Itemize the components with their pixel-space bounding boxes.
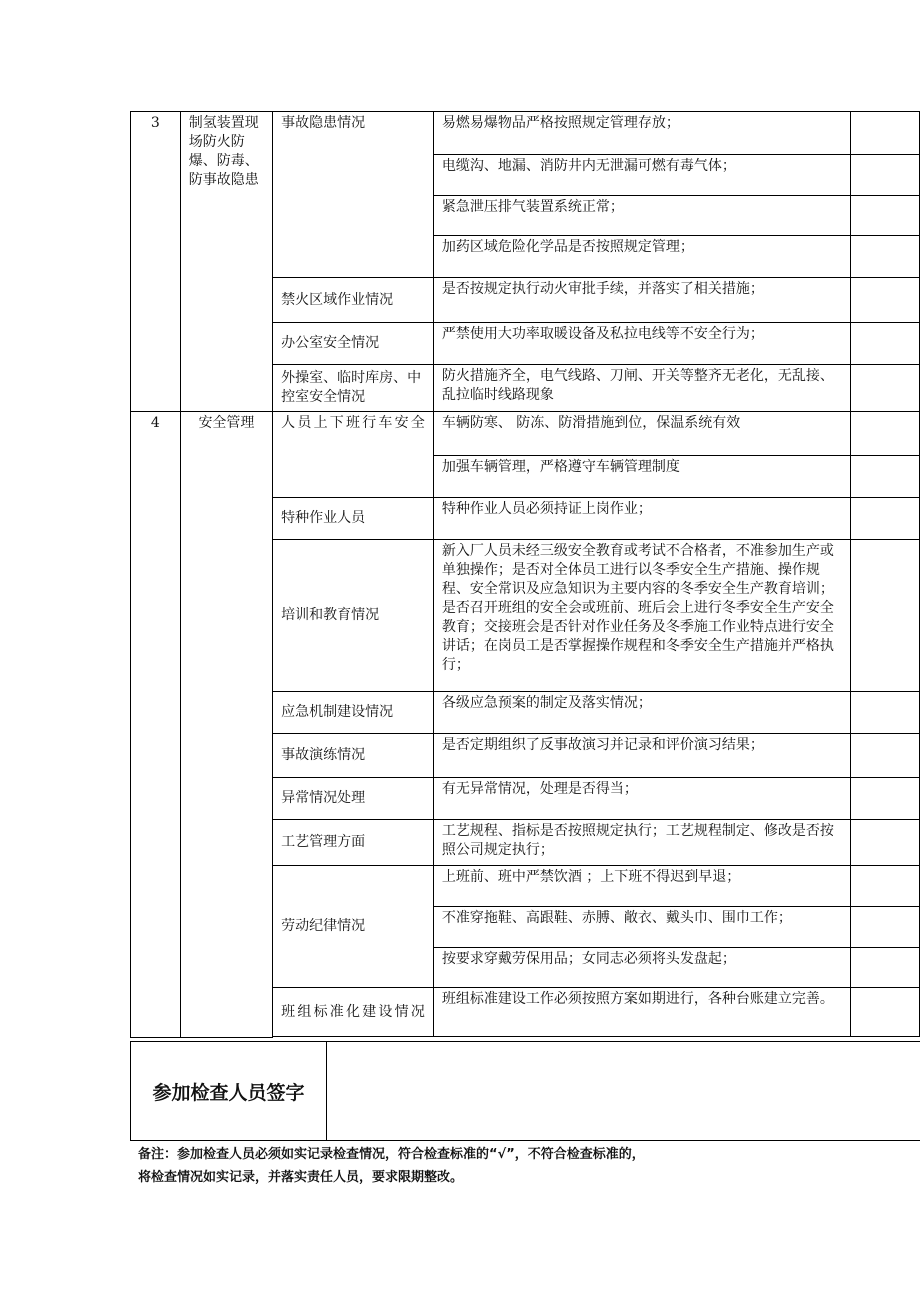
item-name: 培训和教育情况 [273, 540, 434, 692]
result-cell[interactable] [850, 866, 919, 907]
criterion: 工艺规程、指标是否按照规定执行；工艺规程制定、修改是否按照公司规定执行； [433, 820, 850, 866]
criterion: 加强车辆管理，严格遵守车辆管理制度 [433, 456, 850, 498]
result-cell[interactable] [850, 412, 919, 456]
item-name [273, 412, 434, 498]
section-category: 制氢装置现场防火防爆、防毒、防事故隐患 [180, 112, 272, 412]
item-name: 劳动纪律情况 [273, 866, 434, 988]
criterion: 上班前、班中严禁饮酒 ；上下班不得迟到早退； [433, 866, 850, 907]
criterion: 易燃易爆物品严格按照规定管理存放； [433, 112, 850, 155]
criterion: 不准穿拖鞋、高跟鞋、赤膊、敞衣、戴头巾、围巾工作； [433, 907, 850, 948]
table-row [131, 112, 920, 155]
result-cell[interactable] [850, 323, 919, 365]
result-cell[interactable] [850, 778, 919, 820]
result-cell[interactable] [850, 456, 919, 498]
item-name: 禁火区域作业情况 [273, 278, 434, 323]
criterion: 电缆沟、地漏、消防井内无泄漏可燃有毒气体； [433, 155, 850, 196]
result-cell[interactable] [850, 907, 919, 948]
item-name-text: 班组标准化建设情况 [281, 1003, 425, 1020]
footnote [138, 1143, 898, 1189]
result-cell[interactable] [850, 692, 919, 734]
footnote-line: 备注：参加检查人员必须如实记录检查情况，符合检查标准的“√”，不符合检查标准的， [138, 1147, 645, 1162]
criterion: 是否定期组织了反事故演习并记录和评价演习结果； [433, 734, 850, 778]
item-name [273, 988, 434, 1037]
criterion: 各级应急预案的制定及落实情况； [433, 692, 850, 734]
item-name: 办公室安全情况 [273, 323, 434, 365]
criterion: 严禁使用大功率取暖设备及私拉电线等不安全行为； [433, 323, 850, 365]
result-cell[interactable] [850, 498, 919, 540]
item-name: 特种作业人员 [273, 498, 434, 540]
item-name: 应急机制建设情况 [273, 692, 434, 734]
item-name: 异常情况处理 [273, 778, 434, 820]
criterion: 车辆防寒、 防冻、防滑措施到位，保温系统有效 [433, 412, 850, 456]
result-cell[interactable] [850, 278, 919, 323]
result-cell[interactable] [850, 365, 919, 412]
result-cell[interactable] [850, 236, 919, 278]
result-cell[interactable] [850, 540, 919, 692]
signature-table [130, 1041, 920, 1141]
criterion: 防火措施齐全，电气线路、刀闸、开关等整齐无老化，无乱接、乱拉临时线路现象 [433, 365, 850, 412]
criterion: 是否按规定执行动火审批手续，并落实了相关措施； [433, 278, 850, 323]
item-name: 工艺管理方面 [273, 820, 434, 866]
item-name: 事故演练情况 [273, 734, 434, 778]
inspection-table [130, 111, 920, 1038]
section-number: 4 [131, 412, 181, 1038]
criterion: 按要求穿戴劳保用品；女同志必须将头发盘起； [433, 948, 850, 988]
item-name-text: 人员上下班行车安全 [281, 415, 425, 431]
criterion: 有无异常情况，处理是否得当； [433, 778, 850, 820]
result-cell[interactable] [850, 155, 919, 196]
result-cell[interactable] [850, 196, 919, 236]
result-cell[interactable] [850, 112, 919, 155]
criterion: 新入厂人员未经三级安全教育或考试不合格者，不准参加生产或单独操作；是否对全体员工进行以冬季安全生产措施、操作规程、安全常识及应急知识为主要内容的冬季安全生产教育培训；是否召开班组的安全会或班前、班后会上进行冬季安全生产安全教育；交接班会是否针对作业任务及冬季施工作业特点进行安全讲话；在岗员工是否掌握操作规程和冬季安全生产措施并严格执行； [433, 540, 850, 692]
criterion: 紧急泄压排气装置系统正常； [433, 196, 850, 236]
result-cell[interactable] [850, 820, 919, 866]
criterion: 班组标准建设工作必须按照方案如期进行，各种台账建立完善。 [433, 988, 850, 1037]
table-row [131, 412, 920, 456]
section-number: 3 [131, 112, 181, 412]
item-name: 事故隐患情况 [273, 112, 434, 278]
signature-label: 参加检查人员签字 [131, 1042, 327, 1141]
criterion: 特种作业人员必须持证上岗作业； [433, 498, 850, 540]
result-cell[interactable] [850, 988, 919, 1037]
footnote-line: 将检查情况如实记录，并落实责任人员，要求限期整改。 [138, 1170, 464, 1185]
signature-area[interactable] [327, 1042, 920, 1141]
criterion: 加药区域危险化学品是否按照规定管理； [433, 236, 850, 278]
section-category: 安全管理 [180, 412, 272, 1038]
item-name: 外操室、临时库房、中控室安全情况 [273, 365, 434, 412]
result-cell[interactable] [850, 734, 919, 778]
result-cell[interactable] [850, 948, 919, 988]
